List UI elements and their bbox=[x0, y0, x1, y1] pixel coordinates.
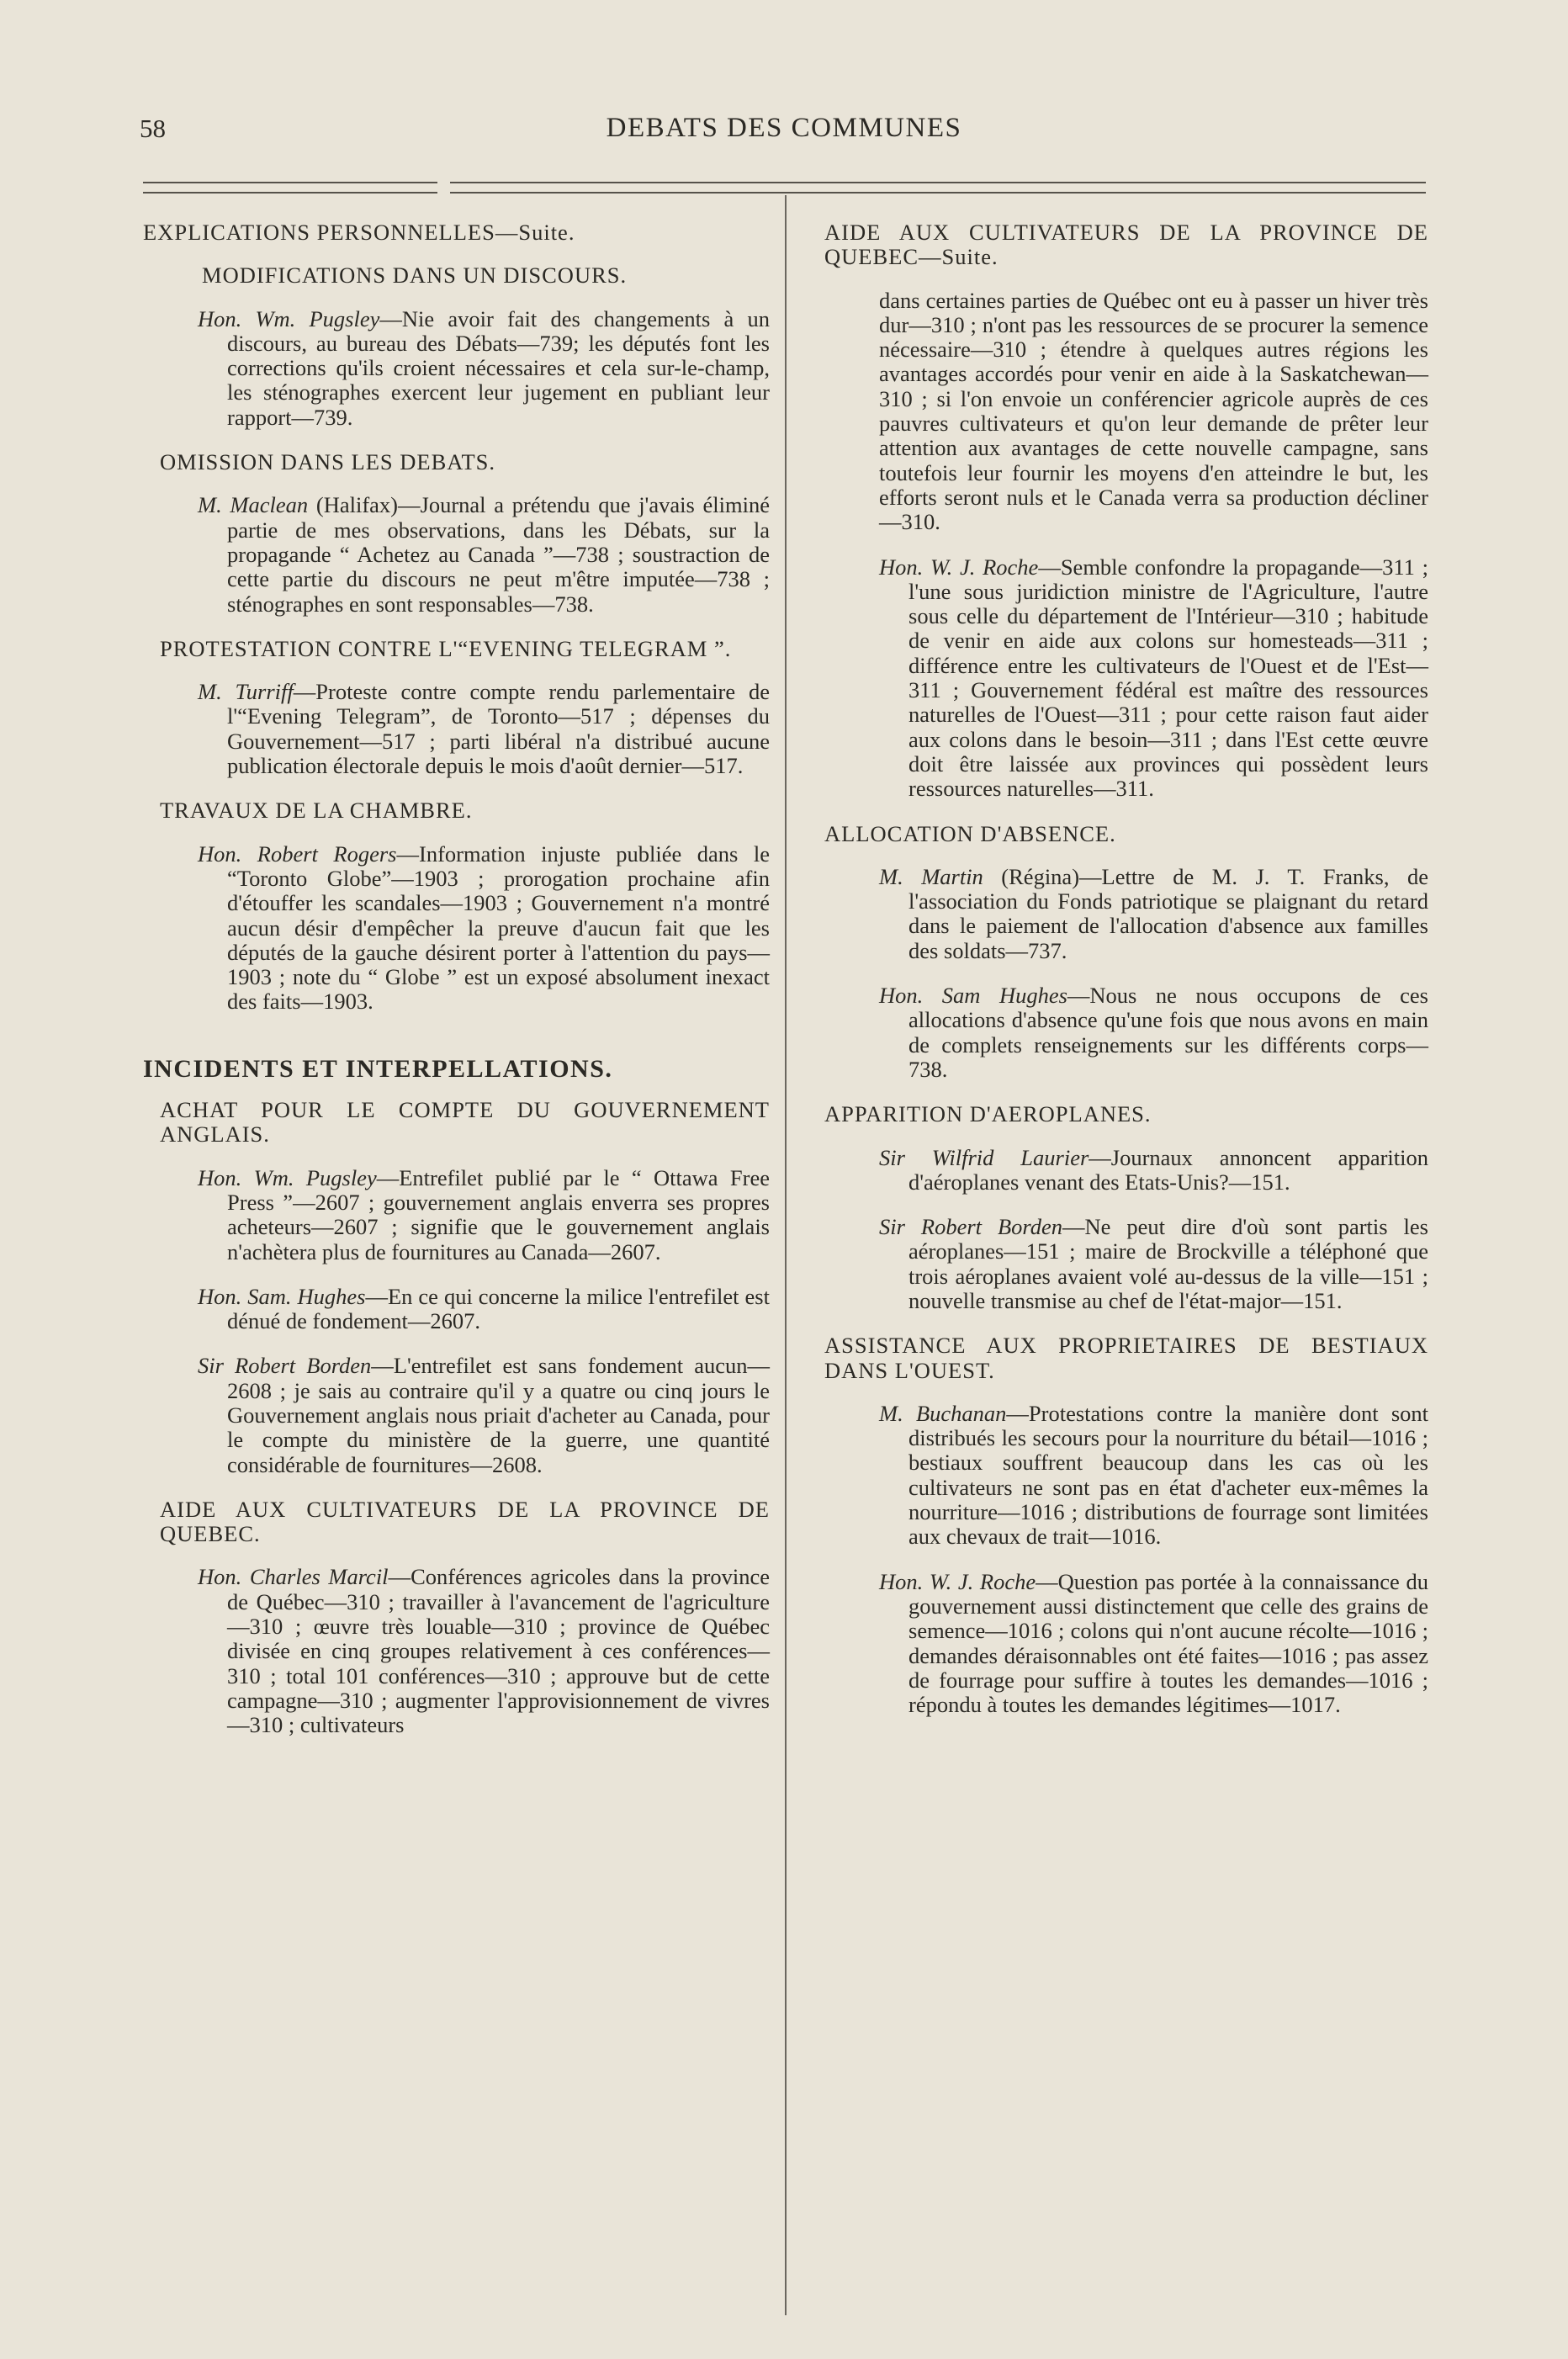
section-heading: TRAVAUX DE LA CHAMBRE. bbox=[160, 798, 473, 824]
index-entry: Hon. W. J. Roche—Question pas portée à la connaissance du gouvernement aussi distinctement que celle des grains de semence—1016 ; colons qui n'ont aucune récolte—1016 ; demandes déraisonnables ont été faites—1016 ; pas assez de fourrage pour suffire à toutes les demandes—1016 ; répondu à toutes les demandes légitimes—1017. bbox=[879, 1568, 1428, 1718]
section-heading: PROTESTATION CONTRE L'“EVENING TELEGRAM ”. bbox=[160, 635, 732, 661]
speaker: Sir Robert Borden bbox=[198, 1353, 372, 1379]
speaker: Sir Wilfrid Laurier bbox=[879, 1144, 1089, 1170]
section-heading: AIDE AUX CULTIVATEURS DE LA PROVINCE DE QUEBEC. bbox=[160, 1496, 770, 1547]
index-entry: M. Turriff—Proteste contre compte rendu parlementaire de l'“Evening Telegram”, de Toronto—517 ; dépenses du Gouvernement—517 ; parti libéral n'a distribué aucune publication électorale depuis le mois d'août dernier—517. bbox=[198, 679, 770, 779]
speaker: Hon. Wm. Pugsley bbox=[198, 305, 380, 331]
section-heading: ASSISTANCE AUX PROPRIETAIRES DE BESTIAUX DANS L'OUEST. bbox=[824, 1333, 1428, 1383]
section-heading: ALLOCATION D'ABSENCE. bbox=[824, 820, 1116, 846]
speaker: M. Maclean bbox=[198, 492, 309, 518]
index-entry: Sir Robert Borden—L'entrefilet est sans fondement aucun—2608 ; je sais au contraire qu'il y a quatre ou cinq jours le Gouvernement anglais nous priait d'acheter au Canada, pour le compte du ministère de la guerre, une quantité considérable de fournitures—2608. bbox=[198, 1353, 770, 1477]
speaker: Hon. Robert Rogers bbox=[198, 840, 397, 867]
index-entry: Hon. Wm. Pugsley—Nie avoir fait des changements à un discours, au bureau des Débats—739; les députés font les corrections qu'ils croient nécessaires et cela sur-le-champ, les sténographes exercent leur jugement en publiant leur rapport—739. bbox=[198, 305, 770, 430]
right-column bbox=[824, 220, 1428, 1737]
page-number: 58 bbox=[140, 114, 166, 143]
column-divider bbox=[785, 195, 787, 2315]
header-rule-right-bottom bbox=[450, 192, 1426, 193]
speaker: Hon. Sam Hughes bbox=[879, 983, 1067, 1009]
index-entry: Hon. W. J. Roche—Semble confondre la propagande—311 ; l'une sous juridiction ministre de l'Agriculture, l'autre sous celle du département de l'Intérieur—310 ; habitude de venir en aide aux colons sur homesteads—311 ; différence entre les cultivateurs de l'Ouest et de l'Est—311 ; Gouvernement fédéral est maître des ressources naturelles de l'Ouest—311 ; pour cette raison faut aider aux colons dans le besoin—311 ; dans l'Est cette œuvre doit être laissée aux provinces qui possèdent leurs ressources naturelles—311. bbox=[879, 554, 1428, 802]
major-section-heading: INCIDENTS ET INTERPELLATIONS. bbox=[143, 1054, 613, 1083]
speaker: Hon. Sam. Hughes bbox=[198, 1283, 366, 1309]
section-heading: ACHAT POUR LE COMPTE DU GOUVERNEMENT ANGLAIS. bbox=[160, 1097, 770, 1148]
speaker: M. Turriff bbox=[198, 679, 294, 705]
index-entry: Sir Robert Borden—Ne peut dire d'où sont partis les aéroplanes—151 ; maire de Brockville a téléphoné que trois aéroplanes avaient volé au-dessus de la ville—151 ; nouvelle transmise au chef de l'état-major—151. bbox=[879, 1214, 1428, 1313]
index-entry: M. Buchanan—Protestations contre la manière dont sont distribués les secours pour la nourriture du bétail—1016 ; bestiaux souffrent beaucoup dans les cas où les cultivateurs ne sont pas en état d'acheter eux-mêmes la nourriture—1016 ; distributions de fourrage sont limitées aux chevaux de trait—1016. bbox=[879, 1400, 1429, 1550]
speaker: Sir Robert Borden bbox=[879, 1214, 1062, 1240]
speaker: M. Martin bbox=[879, 863, 983, 889]
index-entry: Hon. Charles Marcil—Conférences agricoles dans la province de Québec—310 ; travailler à l'avancement de l'agriculture—310 ; œuvre très louable—310 ; province de Québec divisée en cinq groupes relativement à ces conférences—310 ; total 101 conférences—310 ; approuve but de cette campagne—310 ; augmenter l'approvisionnement de vivres—310 ; cultivateurs bbox=[198, 1564, 770, 1738]
section-heading: APPARITION D'AEROPLANES. bbox=[824, 1101, 1152, 1127]
index-entry: M. Martin (Régina)—Lettre de M. J. T. Franks, de l'association du Fonds patriotique se plaignant du retard dans le paiement de l'allocation d'absence aux familles des soldats—737. bbox=[879, 863, 1428, 963]
index-entry: Hon. Robert Rogers—Information injuste publiée dans le “Toronto Globe”—1903 ; prorogation prochaine afin d'étouffer les scandales—1903 ; Gouvernement n'a montré aucun désir d'empêcher la preuve d'aucun fait que les députés de la gauche désirent porter à l'attention du pays—1903 ; note du “ Globe ” est un exposé absolument inexact des faits—1903. bbox=[198, 840, 770, 1015]
header-rule-left-top bbox=[143, 182, 437, 183]
index-entry: M. Maclean (Halifax)—Journal a prétendu que j'avais éliminé partie de mes observations, dans les Débats, sur la propagande “ Achetez au Canada ”—738 ; soustraction de cette partie du discours ne peut m'être imputée—738 ; sténographes en sont responsables—738. bbox=[198, 492, 770, 617]
speaker: Hon. W. J. Roche bbox=[879, 554, 1039, 580]
index-entry: Hon. Sam. Hughes—En ce qui concerne la milice l'entrefilet est dénué de fondement—2607. bbox=[198, 1283, 770, 1334]
header-rule-left-bottom bbox=[143, 192, 437, 193]
index-entry: Sir Wilfrid Laurier—Journaux annoncent apparition d'aéroplanes venant des Etats-Unis?—151. bbox=[879, 1144, 1428, 1195]
speaker: Hon. Wm. Pugsley bbox=[198, 1164, 377, 1190]
header-rule-right-top bbox=[450, 182, 1426, 183]
speaker: Hon. W. J. Roche bbox=[879, 1568, 1036, 1594]
subsection-heading: MODIFICATIONS DANS UN DISCOURS. bbox=[202, 262, 628, 289]
speaker: M. Buchanan bbox=[879, 1400, 1007, 1426]
speaker: Hon. Charles Marcil bbox=[198, 1564, 389, 1590]
continuation-text: dans certaines parties de Québec ont eu à passer un hiver très dur—310 ; n'ont pas les ressources de se procurer la semence nécessaire—310 ; étendre à quelques autres régions les avantages accordés pour venir en aide à la Saskatchewan—310 ; si l'on envoie un conférencier agricole auprès de ces pauvres cultivateurs et qu'on leur demande de prêter leur attention aux avantages de cette nouvelle campagne, sans toutefois leur fournir les moyens d'en atteindre le but, les efforts seront nuls et le Canada verra sa production décliner—310. bbox=[879, 287, 1428, 535]
section-heading: EXPLICATIONS PERSONNELLES—Suite. bbox=[143, 220, 575, 245]
section-heading: OMISSION DANS LES DEBATS. bbox=[160, 449, 495, 475]
index-entry: Hon. Sam Hughes—Nous ne nous occupons de ces allocations d'absence qu'une fois que nous avons en main de complets renseignements sur les différents corps—738. bbox=[879, 983, 1428, 1082]
index-entry: Hon. Wm. Pugsley—Entrefilet publié par le “ Ottawa Free Press ”—2607 ; gouvernement anglais enverra ses propres acheteurs—2607 ; signifie que le gouvernement anglais n'achètera plus de fournitures au Canada—2607. bbox=[198, 1164, 770, 1264]
running-head: DEBATS DES COMMUNES bbox=[606, 113, 962, 143]
section-heading: AIDE AUX CULTIVATEURS DE LA PROVINCE DE QUEBEC—Suite. bbox=[824, 220, 1428, 270]
left-column bbox=[143, 220, 770, 1758]
